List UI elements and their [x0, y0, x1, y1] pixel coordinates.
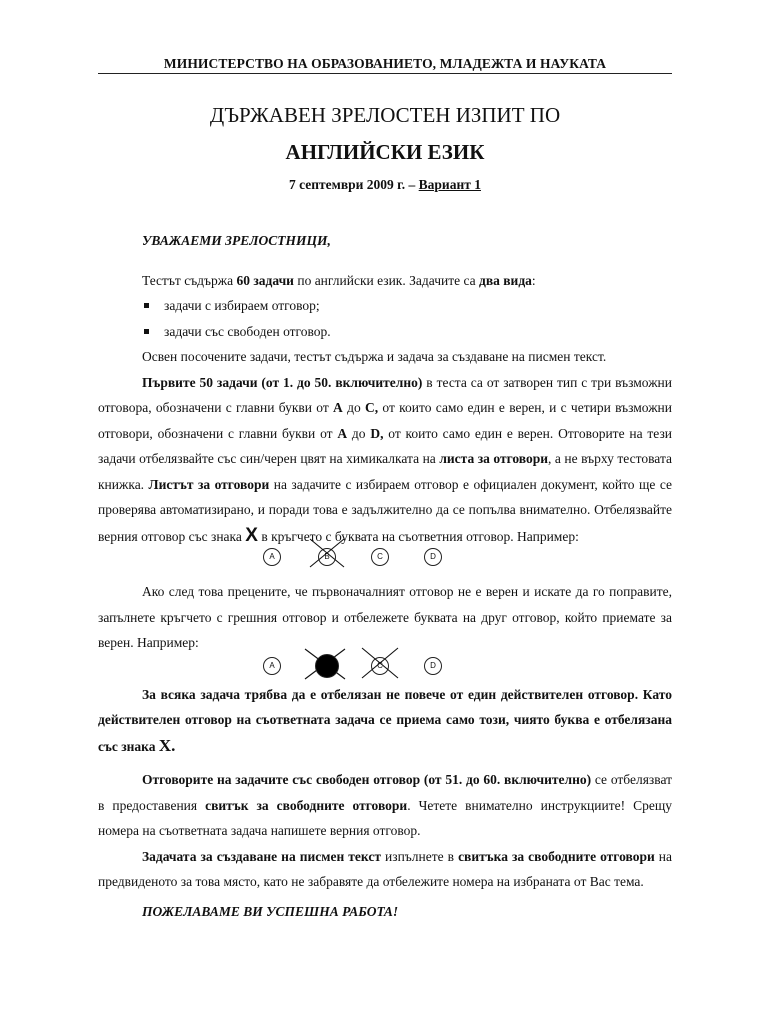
- paragraph-open-tasks: [98, 767, 672, 844]
- variant-label: Вариант 1: [418, 177, 481, 192]
- paragraph-correction: Ако след това прецените, че първоначалният отговор не е верен и искате да го поправите, запълнете кръгчето с грешния отговор и отбележете буквата на друг отговор, който приемате за верен. Например:: [98, 584, 672, 650]
- answer-circle-b: B: [318, 548, 336, 566]
- text: изпълнете в: [380, 848, 459, 864]
- text: на задачите с избираем отговор е официален документ, който ще се проверява автоматизирано, и поради това е задължително да се попълва внимателно. Отбелязвайте верния отговор със знака: [98, 476, 672, 544]
- paragraph-writing-instructions: [98, 844, 672, 895]
- answer-circle-d: D: [424, 657, 442, 675]
- text: в кръгчето с буквата на съответния отговор. Например:: [257, 528, 579, 544]
- paragraph-closed-tasks: [98, 370, 672, 550]
- ministry-header: МИНИСТЕРСТВО НА ОБРАЗОВАНИЕТО, МЛАДЕЖТА И НАУКАТА: [163, 56, 607, 71]
- exam-title: ДЪРЖАВЕН ЗРЕЛОСТЕН ИЗПИТ ПО: [209, 103, 561, 127]
- header-divider: [98, 73, 672, 74]
- text: по английски език. Задачите са: [293, 272, 480, 288]
- text: до: [347, 425, 371, 441]
- bold-text: Отговорите на задачите със свободен отговор (от 51. до 60. включително): [142, 772, 592, 787]
- bold-text: 60 задачи: [236, 272, 294, 288]
- example-answer-marking: [98, 545, 672, 569]
- list-item: задачи с избираем отговор;: [98, 293, 672, 319]
- bold-text: два вида: [479, 272, 532, 288]
- filled-answer-circle-b: [315, 654, 339, 678]
- closing-wish: ПОЖЕЛАВАМЕ ВИ УСПЕШНА РАБОТА!: [142, 903, 399, 919]
- text: от които само един е верен, и с четири възможни отговори, обозначени с главни букви от: [98, 400, 672, 441]
- x-mark-symbol: X.: [158, 735, 176, 755]
- answer-circle-a: A: [263, 657, 281, 675]
- paragraph-single-answer-rule: [98, 682, 672, 760]
- bold-text: С,: [365, 400, 379, 415]
- list-item: задачи със свободен отговор.: [98, 319, 672, 345]
- bold-text: А: [337, 425, 348, 441]
- example-answer-correction: [98, 654, 672, 678]
- exam-date: [98, 177, 672, 193]
- text: в теста са от затворен тип с три възможни отговора, обозначени с главни букви от: [98, 374, 672, 415]
- bold-text: Задачата за създаване на писмен текст: [142, 848, 381, 864]
- bold-text: Първите 50 задачи (от 1. до 50. включително): [142, 374, 423, 390]
- paragraph-test-contents: [98, 268, 672, 294]
- text: . Четете внимателно инструкциите! Срещу номера на съответната задача напишете верния отговор.: [98, 797, 672, 838]
- instructions-body: [98, 228, 672, 924]
- bold-text: свитъка за свободните отговори: [458, 848, 655, 864]
- answer-circle-c: C: [371, 657, 389, 675]
- paragraph-writing-task: Освен посочените задачи, тестът съдържа и задача за създаване на писмен текст.: [142, 349, 607, 364]
- greeting: УВАЖАЕМИ ЗРЕЛОСТНИЦИ,: [142, 233, 331, 248]
- bold-text: За всяка задача трябва да е отбелязан не повече от един действителен отговор. Като действителен отговор на съответната задача се приема само този, чиято буква е отбелязана със знака: [98, 686, 672, 754]
- task-types-list: [98, 293, 672, 344]
- bold-text: листа за отговори: [439, 451, 549, 466]
- answer-circle-c: C: [371, 548, 389, 566]
- text: до: [342, 400, 365, 415]
- answer-circle-d: D: [424, 548, 442, 566]
- text: :: [531, 272, 536, 288]
- text: се отбелязват в предоставения: [98, 772, 672, 813]
- bold-text: свитък за свободните отговори: [205, 797, 408, 813]
- date-text: 7 септември 2009 г. –: [288, 177, 419, 192]
- bold-text: Листът за отговори: [148, 476, 270, 492]
- x-mark-icon: [360, 646, 400, 680]
- x-mark-symbol: X: [245, 524, 258, 546]
- text: от които само един е верен. Отговорите на тези задачи отбелязвайте със син/черен цвят на химикалката на: [98, 425, 672, 466]
- text: , а не върху тестовата книжка.: [98, 451, 672, 492]
- bold-text: D,: [370, 425, 384, 441]
- x-mark-icon: [308, 537, 346, 569]
- text: Тестът съдържа: [142, 272, 237, 288]
- text: на предвиденото за това място, като не забравяте да отбележите номера на избраната от Вас тема.: [98, 848, 672, 889]
- answer-circle-a: A: [263, 548, 281, 566]
- exam-subject: АНГЛИЙСКИ ЕЗИК: [285, 140, 485, 164]
- bold-text: А: [333, 400, 343, 415]
